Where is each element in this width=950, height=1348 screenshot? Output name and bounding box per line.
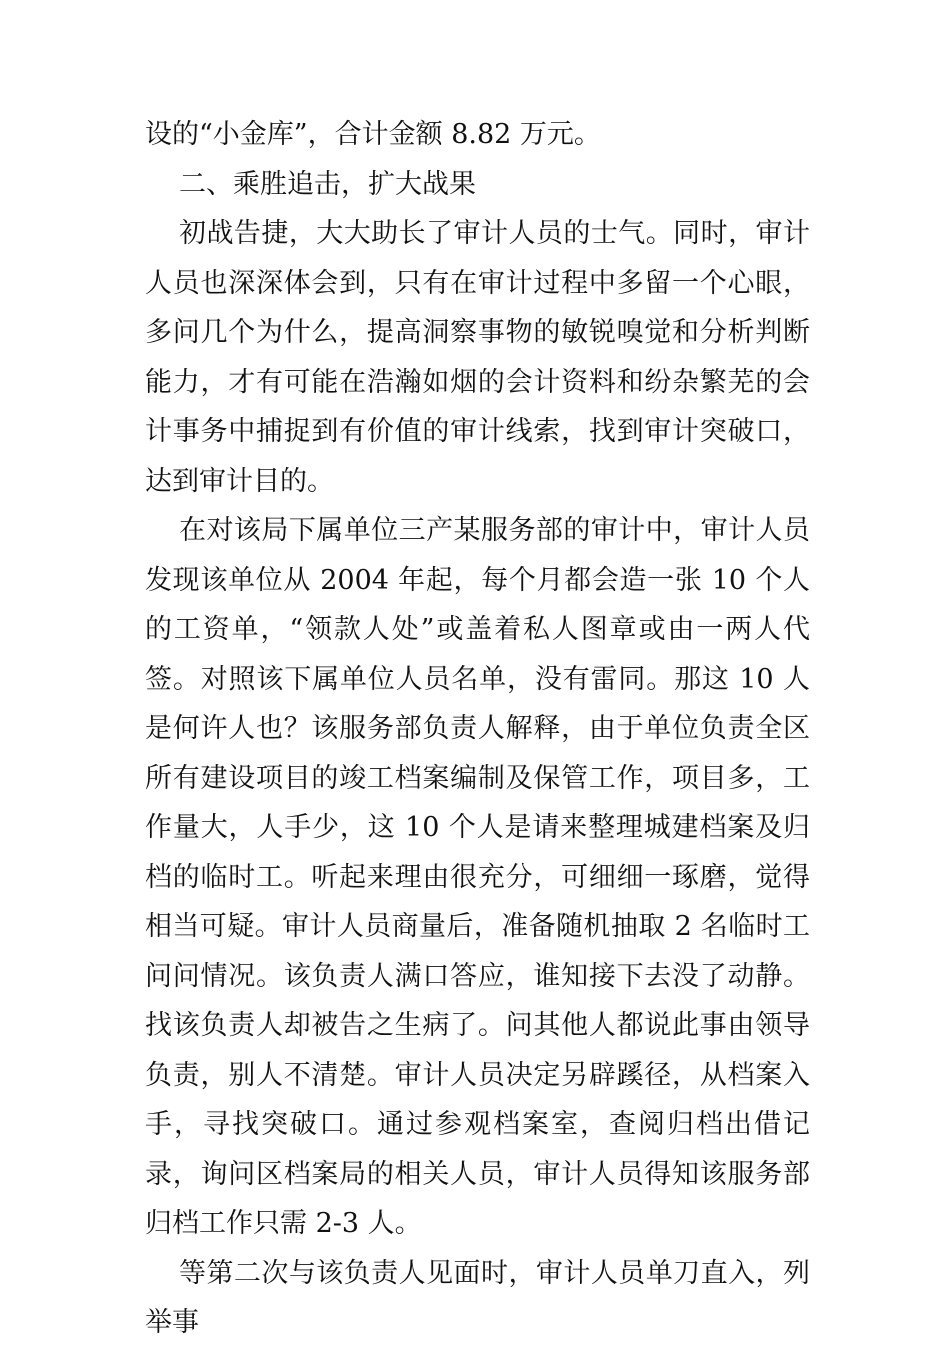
paragraph: 等第二次与该负责人见面时，审计人员单刀直入，列举事	[145, 1257, 810, 1338]
paragraph: 初战告捷，大大助长了审计人员的士气。同时，审计人员也深深体会到，只有在审计过程中多留一个心眼，多问几个为什么，提高洞察事物的敏锐嗅觉和分析判断能力，才有可能在浩瀚如烟的会计资料和纷杂繁芜的会计事务中捕捉到有价值的审计线索，找到审计突破口，达到审计目的。	[145, 218, 810, 497]
paragraph: 在对该局下属单位三产某服务部的审计中，审计人员发现该单位从 2004 年起，每个月都会造一张 10 个人的工资单，“领款人处”或盖着私人图章或由一两人代签。对照该下属单位人员名单，没有雷同。那这 10 人是何许人也？该服务部负责人解释，由于单位负责全区所有建设项目的竣工档案编制及保管工作，项目多，工作量大，人手少，这 10 个人是请来整理城建档案及归档的临时工。听起来理由很充分，可细细一琢磨，觉得相当可疑。审计人员商量后，准备随机抽取 2 名临时工问问情况。该负责人满口答应，谁知接下去没了动静。找该负责人却被告之生病了。问其他人都说此事由领导负责，别人不清楚。审计人员决定另辟蹊径，从档案入手，寻找突破口。通过参观档案室，查阅归档出借记录，询问区档案局的相关人员，审计人员得知该服务部归档工作只需 2-3 人。	[145, 515, 810, 1239]
paragraph-continuation: 设的“小金库”，合计金额 8.82 万元。	[145, 119, 601, 150]
document-body	[145, 110, 810, 1348]
section-heading: 二、乘胜追击，扩大战果	[179, 168, 476, 200]
